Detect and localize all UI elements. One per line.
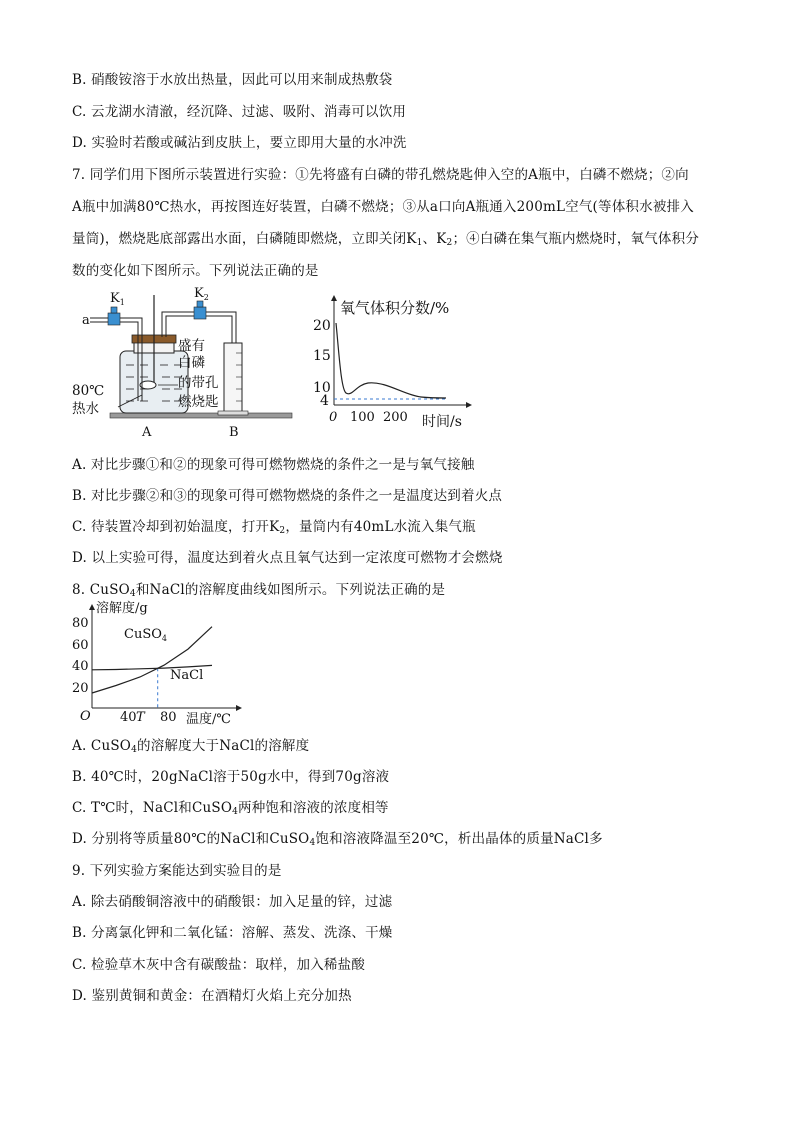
q7-stem-line2: A瓶中加满80℃热水，再按图连好装置，白磷不燃烧；③从a口向A瓶通入200mL空气(等体积水被排入 [72, 199, 694, 215]
graph-ylabel: 氧气体积分数/% [340, 299, 450, 317]
sol-xlabel: 温度/℃ [186, 712, 231, 727]
q9-option-a: A. 除去硝酸铜溶液中的硝酸银：加入足量的锌，过滤 [72, 894, 393, 910]
bottle-a-label: A [142, 425, 152, 440]
q8-option-d: D. 分别将等质量80℃的NaCl和CuSO$_4$饱和溶液降温至20℃，析出晶体的质量NaCl多 [72, 831, 603, 848]
graph-xtick-0: 0 [329, 410, 338, 425]
graph-ytick-15: 15 [313, 348, 331, 364]
graph-ytick-4: 4 [320, 393, 329, 409]
graph-xtick-100: 100 [350, 410, 375, 425]
sol-xtick-80: 80 [160, 710, 177, 725]
graph-ytick-10: 10 [313, 380, 331, 396]
spoon-label-2: 白磷 [178, 355, 205, 371]
q8-solubility-chart [68, 600, 248, 728]
sol-ytick-60: 60 [72, 638, 89, 653]
spoon-label-4: 燃烧匙 [178, 394, 219, 410]
q7-option-c: C. 待装置冷却到初始温度，打开$K_2$，量筒内有40mL水流入集气瓶 [72, 519, 476, 536]
q9-option-c: C. 检验草木灰中含有碳酸盐：取样，加入稀盐酸 [72, 957, 366, 973]
nacl-label: NaCl [170, 668, 204, 683]
cylinder-b-label: B [229, 425, 239, 440]
q7-stem-line3: 量筒)，燃烧匙底部露出水面，白磷随即燃烧，立即关闭$K_1$、$K_2$；④白磷在集气瓶内燃烧时，氧气体积分 [72, 231, 700, 248]
q9-option-b: B. 分离氯化钾和二氧化锰：溶解、蒸发、洗涤、干燥 [72, 925, 393, 941]
inlet-a-label: a [82, 313, 90, 328]
q6-option-c: C. 云龙湖水清澈，经沉降、过滤、吸附、消毒可以饮用 [72, 104, 407, 120]
cylinder-b [224, 343, 242, 413]
valve-k1 [108, 307, 120, 325]
sol-xtick-t: T [136, 710, 145, 725]
water-label-2: 热水 [72, 401, 99, 417]
q8-stem: 8. CuSO$_4$和NaCl的溶解度曲线如图所示。下列说法正确的是 [72, 582, 446, 599]
q7-option-d: D. 以上实验可得，温度达到着火点且氧气达到一定浓度可燃物才会燃烧 [72, 550, 503, 566]
q7-oxygen-graph [306, 293, 476, 433]
sol-ytick-20: 20 [72, 681, 89, 696]
q7-stem-line4: 数的变化如下图所示。下列说法正确的是 [72, 263, 319, 279]
q7-apparatus-figure [72, 285, 297, 440]
graph-ytick-20: 20 [313, 318, 331, 334]
water-label-1: 80℃ [72, 383, 105, 399]
q6-option-b: B. 硝酸铵溶于水放出热量，因此可以用来制成热敷袋 [72, 72, 393, 88]
k2-label: $K_2$ [194, 286, 209, 302]
q8-option-c: C. T℃时，NaCl和CuSO$_4$两种饱和溶液的浓度相等 [72, 800, 389, 817]
sol-origin: O [80, 709, 91, 724]
q7-option-b: B. 对比步骤②和③的现象可得可燃物燃烧的条件之一是温度达到着火点 [72, 488, 503, 504]
sol-ytick-80: 80 [72, 616, 89, 631]
valve-k2 [194, 301, 206, 319]
q7-stem-line1: 7. 同学们用下图所示装置进行实验：①先将盛有白磷的带孔燃烧匙伸入空的A瓶中，白磷不燃烧；②向 [72, 167, 689, 183]
spoon-label-3: 的带孔 [178, 375, 219, 391]
q7-option-a: A. 对比步骤①和②的现象可得可燃物燃烧的条件之一是与氧气接触 [72, 457, 475, 473]
sol-xtick-40: 40 [120, 710, 137, 725]
q9-stem: 9. 下列实验方案能达到实验目的是 [72, 863, 282, 879]
graph-xtick-200: 200 [383, 410, 408, 425]
q8-option-a: A. CuSO$_4$的溶解度大于NaCl的溶解度 [72, 738, 310, 755]
sol-ylabel: 溶解度/g [96, 601, 148, 616]
spoon-label-1: 盛有 [178, 338, 205, 354]
q9-option-d: D. 鉴别黄铜和黄金：在酒精灯火焰上充分加热 [72, 988, 352, 1004]
k1-label: $K_1$ [110, 291, 125, 307]
q6-option-d: D. 实验时若酸或碱沾到皮肤上，要立即用大量的水冲洗 [72, 135, 407, 151]
q8-option-b: B. 40℃时，20gNaCl溶于50g水中，得到70g溶液 [72, 769, 390, 785]
sol-ytick-40: 40 [72, 659, 89, 674]
cuso4-label: CuSO$_4$ [124, 627, 167, 643]
graph-xlabel: 时间/s [422, 414, 462, 430]
